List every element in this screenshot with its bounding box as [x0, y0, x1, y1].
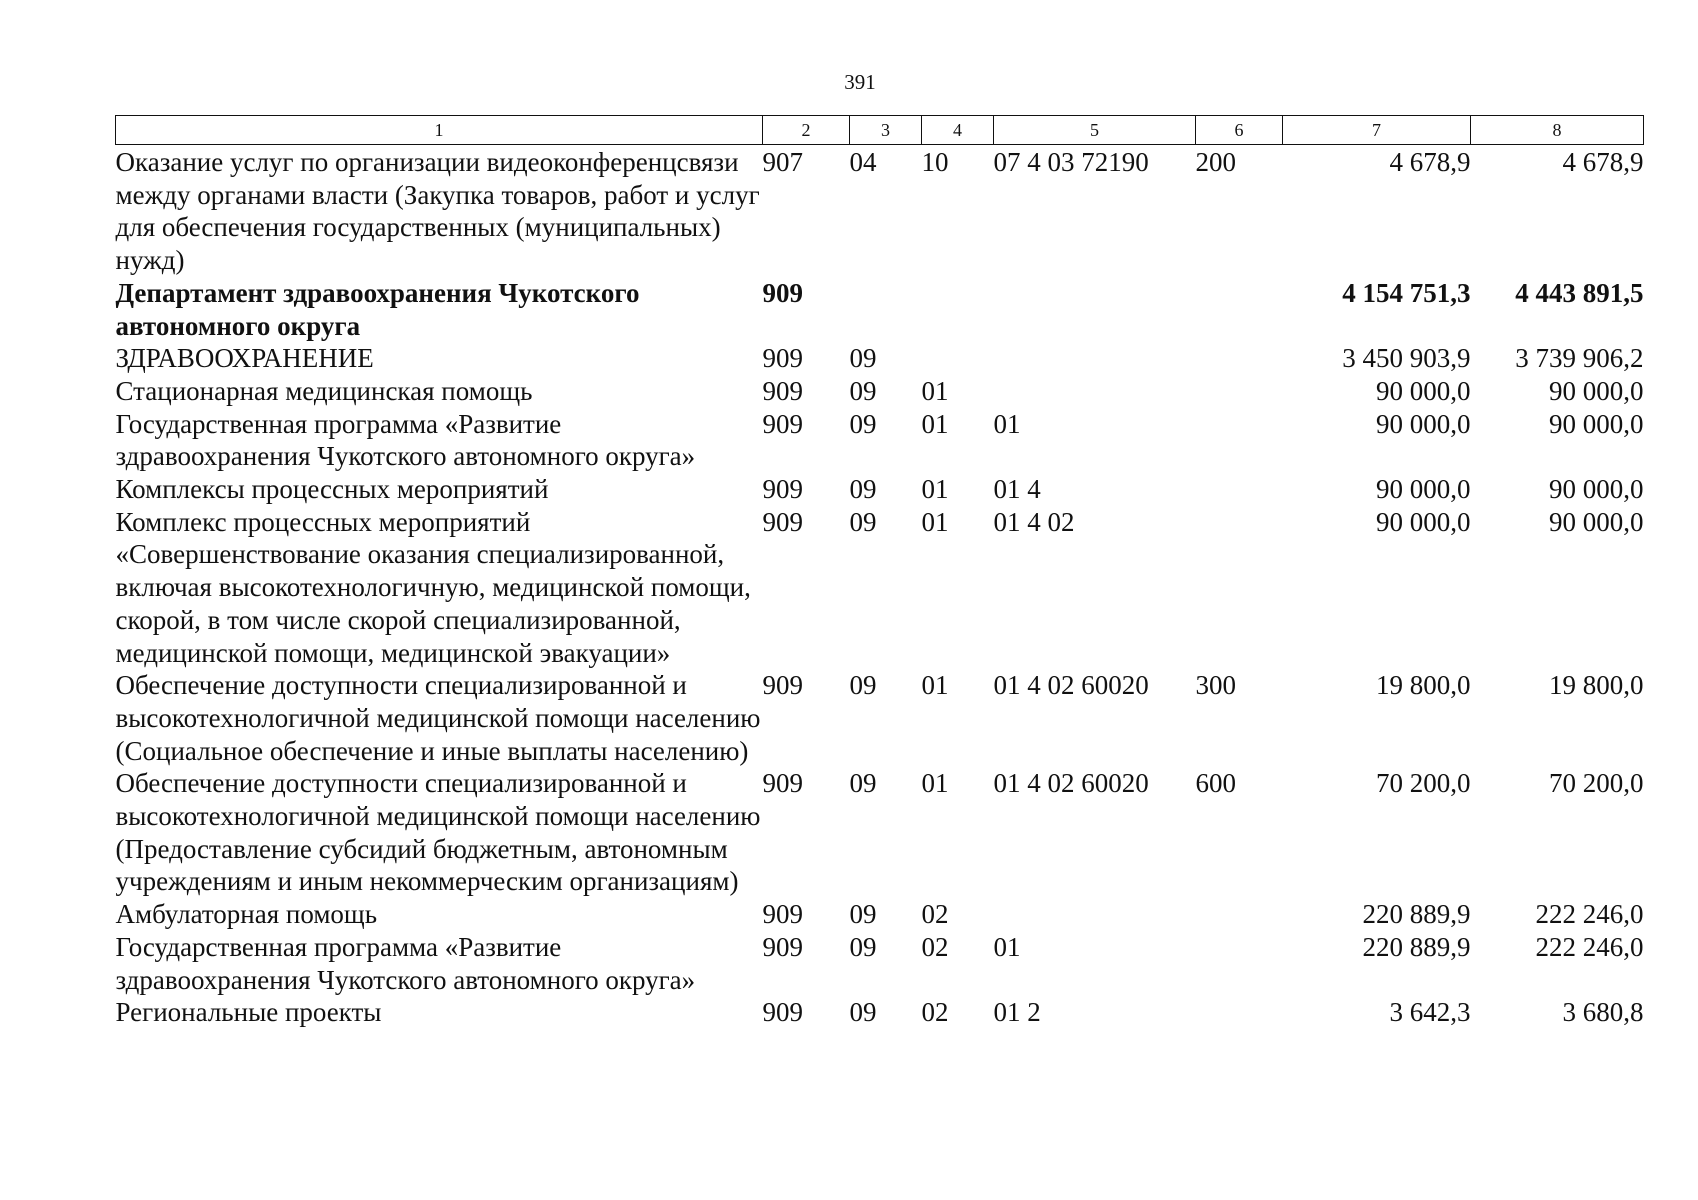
- header-col-6: 6: [1196, 116, 1283, 145]
- row-expense-type: [1196, 931, 1283, 996]
- row-grbs-code: 909: [762, 343, 803, 374]
- row-expense-type: 300: [1195, 670, 1236, 701]
- row-section-code: [850, 277, 922, 342]
- row-subsection-code: [922, 277, 994, 342]
- row-amount-col8: 90 000,0: [1549, 408, 1644, 439]
- row-target-article: 01 4 02 60020: [993, 670, 1149, 701]
- row-section-code: 09: [849, 506, 877, 537]
- table-row: [116, 898, 1644, 931]
- row-name: Региональные проекты: [115, 997, 382, 1028]
- row-amount-col8: 222 246,0: [1535, 899, 1644, 930]
- row-name: Комплексы процессных мероприятий: [115, 474, 549, 505]
- table-row: [116, 277, 1644, 342]
- header-col-1: 1: [116, 116, 763, 145]
- row-target-article: 01 4 02 60020: [993, 768, 1149, 799]
- table-header: [116, 116, 1644, 145]
- row-name: ЗДРАВООХРАНЕНИЕ: [115, 343, 374, 374]
- table-row: [116, 145, 1644, 277]
- table-row: [116, 408, 1644, 473]
- row-amount-col7: 3 642,3: [1389, 997, 1471, 1028]
- row-target-article: [994, 898, 1196, 931]
- row-name: Обеспечение доступности специализированной и высокотехнологичной медицинской помощи населению (Социальное обеспечение и иные выплаты населению): [115, 670, 761, 766]
- row-amount-col7: 70 200,0: [1376, 768, 1471, 799]
- row-grbs-code: 909: [762, 931, 803, 962]
- row-amount-col8: 70 200,0: [1549, 768, 1644, 799]
- row-subsection-code: 02: [921, 931, 949, 962]
- row-amount-col8: 90 000,0: [1549, 474, 1644, 505]
- row-subsection-code: 02: [921, 997, 949, 1028]
- row-amount-col7: 90 000,0: [1376, 375, 1471, 406]
- row-expense-type: [1196, 375, 1283, 408]
- budget-table: [115, 115, 1644, 1029]
- row-expense-type: 200: [1195, 147, 1236, 177]
- row-target-article: [994, 342, 1196, 375]
- row-target-article: 01: [993, 931, 1021, 962]
- header-col-8: 8: [1471, 116, 1644, 145]
- table-row: [116, 342, 1644, 375]
- header-col-4: 4: [922, 116, 994, 145]
- row-name: Обеспечение доступности специализированной и высокотехнологичной медицинской помощи населению (Предоставление субсидий бюджетным, автономным учреждениям и иным некоммерческим организациям): [115, 768, 761, 897]
- row-amount-col8: 222 246,0: [1535, 931, 1644, 962]
- row-subsection-code: 01: [921, 670, 949, 701]
- header-col-7: 7: [1283, 116, 1471, 145]
- row-subsection-code: 01: [921, 408, 949, 439]
- row-target-article: 01: [993, 408, 1021, 439]
- row-section-code: 09: [849, 768, 877, 799]
- row-name: Амбулаторная помощь: [115, 899, 378, 930]
- row-grbs-code: 909: [762, 277, 803, 308]
- row-subsection-code: 02: [921, 899, 949, 930]
- header-col-3: 3: [850, 116, 922, 145]
- row-name: Комплекс процессных мероприятий «Совершенствование оказания специализированной, включая высокотехнологичную, медицинской помощи, скорой, в том числе скорой специализированной, медицинской помощи, медицинской эвакуации»: [115, 506, 751, 668]
- row-grbs-code: 909: [762, 375, 803, 406]
- row-grbs-code: 909: [762, 997, 803, 1028]
- row-target-article: 01 2: [993, 997, 1041, 1028]
- row-amount-col8: 19 800,0: [1549, 670, 1644, 701]
- row-expense-type: [1196, 408, 1283, 473]
- row-amount-col7: 19 800,0: [1376, 670, 1471, 701]
- row-grbs-code: 909: [762, 408, 803, 439]
- row-amount-col7: 90 000,0: [1376, 474, 1471, 505]
- row-name: Государственная программа «Развитие здравоохранения Чукотского автономного округа»: [115, 408, 696, 472]
- row-amount-col8: 3 680,8: [1562, 997, 1644, 1028]
- row-amount-col8: 4 443 891,5: [1515, 277, 1644, 308]
- row-subsection-code: 01: [921, 375, 949, 406]
- table-row: [116, 473, 1644, 506]
- row-expense-type: [1196, 898, 1283, 931]
- row-subsection-code: 01: [921, 768, 949, 799]
- row-section-code: 09: [849, 474, 877, 505]
- row-subsection-code: [922, 342, 994, 375]
- header-row: [116, 116, 1644, 145]
- table-row: [116, 996, 1644, 1029]
- row-name: Оказание услуг по организации видеоконференцсвязи между органами власти (Закупка товаров, работ и услуг для обеспечения государственных (муниципальных) нужд): [115, 147, 760, 276]
- table-row: [116, 931, 1644, 996]
- row-name: Государственная программа «Развитие здравоохранения Чукотского автономного округа»: [115, 931, 696, 995]
- row-amount-col7: 220 889,9: [1362, 899, 1471, 930]
- row-section-code: 09: [849, 899, 877, 930]
- row-expense-type: [1196, 277, 1283, 342]
- row-amount-col8: 4 678,9: [1562, 147, 1644, 177]
- table-row: [116, 669, 1644, 767]
- row-grbs-code: 909: [762, 474, 803, 505]
- row-section-code: 09: [849, 997, 877, 1028]
- table-row: [116, 506, 1644, 670]
- row-amount-col7: 4 678,9: [1389, 147, 1471, 177]
- row-section-code: 04: [849, 147, 877, 177]
- table-row: [116, 375, 1644, 408]
- row-grbs-code: 909: [762, 506, 803, 537]
- row-amount-col7: 3 450 903,9: [1342, 343, 1471, 374]
- row-section-code: 09: [849, 408, 877, 439]
- table-body: [116, 145, 1644, 1029]
- row-section-code: 09: [849, 375, 877, 406]
- row-name: Стационарная медицинская помощь: [115, 375, 533, 406]
- row-target-article: 01 4 02: [993, 506, 1075, 537]
- row-target-article: [994, 375, 1196, 408]
- row-amount-col7: 90 000,0: [1376, 506, 1471, 537]
- row-target-article: 01 4: [993, 474, 1041, 505]
- row-expense-type: [1196, 342, 1283, 375]
- row-grbs-code: 907: [762, 147, 803, 177]
- row-expense-type: 600: [1195, 768, 1236, 799]
- row-amount-col8: 3 739 906,2: [1515, 343, 1644, 374]
- row-expense-type: [1196, 996, 1283, 1029]
- row-expense-type: [1196, 506, 1283, 670]
- row-name: Департамент здравоохранения Чукотского автономного округа: [115, 277, 640, 341]
- row-section-code: 09: [849, 931, 877, 962]
- row-section-code: 09: [849, 670, 877, 701]
- row-target-article: [994, 277, 1196, 342]
- row-amount-col7: 4 154 751,3: [1342, 277, 1471, 308]
- row-grbs-code: 909: [762, 670, 803, 701]
- header-col-2: 2: [763, 116, 850, 145]
- table-row: [116, 767, 1644, 898]
- page-number: 391: [844, 70, 876, 94]
- row-amount-col7: 90 000,0: [1376, 408, 1471, 439]
- row-subsection-code: 10: [921, 147, 949, 177]
- row-grbs-code: 909: [762, 899, 803, 930]
- row-subsection-code: 01: [921, 474, 949, 505]
- row-section-code: 09: [849, 343, 877, 374]
- row-grbs-code: 909: [762, 768, 803, 799]
- row-amount-col8: 90 000,0: [1549, 506, 1644, 537]
- row-amount-col8: 90 000,0: [1549, 375, 1644, 406]
- row-expense-type: [1196, 473, 1283, 506]
- header-col-5: 5: [994, 116, 1196, 145]
- row-subsection-code: 01: [921, 506, 949, 537]
- row-amount-col7: 220 889,9: [1362, 931, 1471, 962]
- row-target-article: 07 4 03 72190: [993, 147, 1149, 177]
